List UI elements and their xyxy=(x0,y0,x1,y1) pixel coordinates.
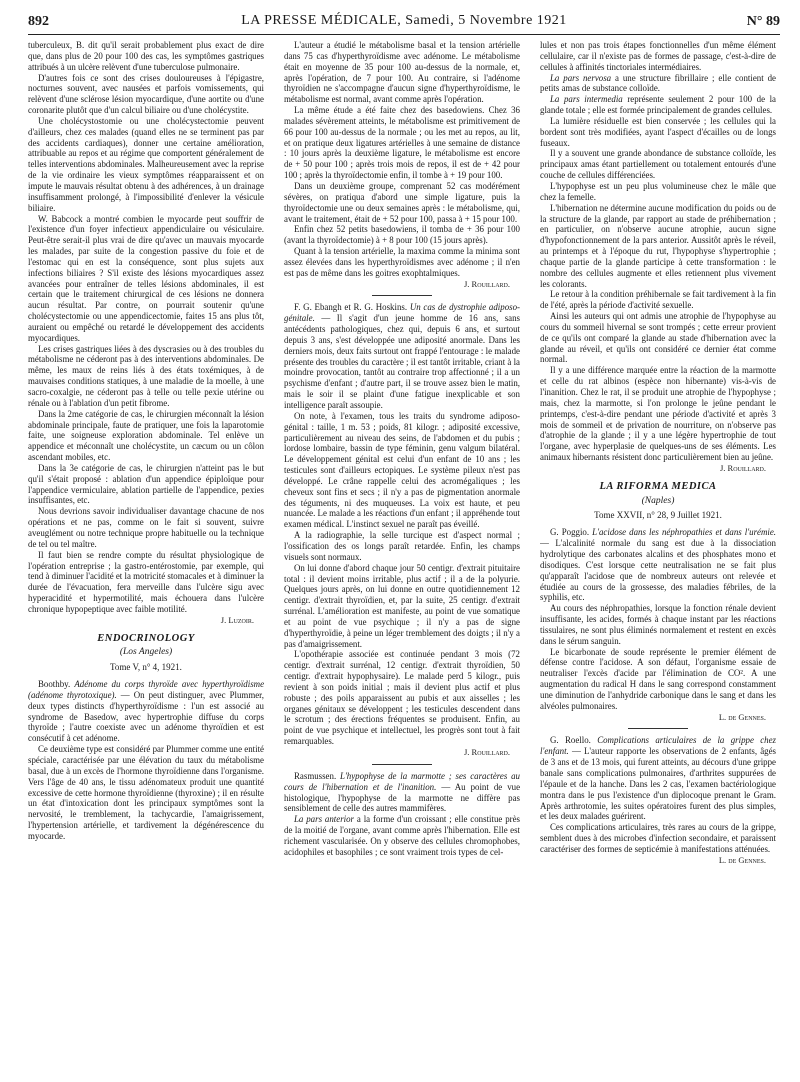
author-signature: J. Rouillard. xyxy=(463,278,510,289)
author-signature: J. Rouillard. xyxy=(719,462,766,473)
journal-volume: Tome V, n° 4, 1921. xyxy=(110,662,182,673)
divider xyxy=(372,295,432,296)
abstract-title: Un cas de dystrophie adiposo-génitale. xyxy=(284,302,520,324)
paragraph: Le bicarbonate de soude représente le premier élément de défense contre l'acidose. A son défaut, l'organisme essaie de neutraliser l'excès d'acide par l'élimination de CO². A une augmentation du radical H dans le sang correspond constamment une diminution de l'anhydride carbonique dans le sang et dans les alvéoles pulmonaires. xyxy=(540,646,776,711)
abstract-paragraph xyxy=(284,302,520,410)
abstract-paragraph xyxy=(284,771,520,814)
divider xyxy=(628,728,688,729)
paragraph: Dans la 2me catégorie de cas, le chirurgien méconnaît la lésion abdominale principale, faute de pratiquer, une fois la laparotomie faite, une soigneuse exploration abdominale. Tel enlève un appendice et méconnaît une cholécystite, un cæcum ou un côlon ascendant mobiles, etc. xyxy=(28,408,264,463)
paragraph: Il y a une différence marquée entre la réaction de la marmotte et celle du rat albinos (espèce non hibernante) vis-à-vis de l'inanition. Chez le rat, il se produit une atrophie de l'hypophyse ; mais, chez la marmotte, si l'on prolonge le jeûne pendant le printemps, c'est-à-dire pendant une période d'activité et après 3 mois de sommeil et de privation de nourriture, on n'observe pas d'atrophie de la glande ; il y a une légère hypertrophie de tout l'organe, avec hyperplasie de quelques-uns de ses éléments. Les animaux hibernants résistent donc particulièrement bien au jeûne. xyxy=(540,365,776,463)
paragraph xyxy=(540,73,776,95)
paragraph: D'autres fois ce sont des crises douloureuses à l'épigastre, nocturnes souvent, avec nausées et parfois vomissements, qui relèvent d'une sclérose lésion myocardique, d'une aortite ou d'une coronarite plutôt que d'un calcul biliaire ou d'une cholécystite. xyxy=(28,72,264,116)
author-signature: J. Rouillard. xyxy=(463,747,510,757)
paragraph xyxy=(284,814,520,857)
paragraph: Il y a souvent une grande abondance de substance colloïde, les principaux amas étant partiellement ou totalement entourés d'une couche de cellules différenciées. xyxy=(540,148,776,181)
paragraph: L'hypophyse est un peu plus volumineuse chez le mâle que chez la femelle. xyxy=(540,180,776,202)
abstract-title: Adénome du corps thyroïde avec hyperthyroïdisme (adénome thyrotoxique). xyxy=(28,679,264,700)
journal-volume: Tome XXVII, n° 28, 9 Juillet 1921. xyxy=(594,510,722,521)
paragraph xyxy=(540,94,776,116)
journal-title: LA PRESSE MÉDICALE, Samedi, 5 Novembre 1921 xyxy=(241,13,567,28)
paragraph-text: représente seulement 2 pour 100 de la glande totale ; elle est formée principalement de grandes cellules. xyxy=(540,94,776,116)
abstract-text: — L'alcalinité normale du sang est due à la dissociation hydrolytique des carbonates alcalins et des phosphates mono et disodiques. C'est lorsque cette neutralisation ne se fait plus qu'apparaît l'acidose que de nombreux auteurs ont relevée et étudiée au cours de la grossesse, des maladies fébriles, de la syphilis, etc. xyxy=(540,538,776,603)
abstract-author: Rasmussen. xyxy=(294,770,337,781)
abstract-paragraph xyxy=(540,527,776,603)
latin-term: La pars anterior xyxy=(294,814,354,825)
paragraph: Quant à la tension artérielle, la maxima comme la minima sont assez élevées dans les hyperthyroïdismes avec adénome ; il n'en est pas de même dans les goitres exophtalmiques. xyxy=(284,246,520,278)
divider xyxy=(372,764,432,765)
page-number: 892 xyxy=(28,14,49,29)
journal-section-title: ENDOCRINOLOGY xyxy=(97,632,195,644)
abstract-paragraph xyxy=(540,735,776,822)
abstract-author: G. Roello. xyxy=(550,735,591,746)
abstract-title: L'acidose dans les néphropathies et dans l'urémie. xyxy=(592,527,776,538)
paragraph: Ce deuxième type est considéré par Plummer comme une entité spéciale, caractérisée par une élévation du taux du métabolisme basal, due à un excès de l'hormone thyroïdienne dans l'organisme. Vers l'âge de 40 ans, le tissu adénomateux produit une quantité excessive de cette hormone thyroïdienne (thyroxine) ; il en résulte un état d'intoxication dont les principaux symptômes sont la nervosité, le tremblement, la tachycardie, l'amaigrissement, l'hypertension artérielle, et tardivement la dégénérescence du myocarde. xyxy=(28,744,264,841)
paragraph: L'opothérapie associée est continuée pendant 3 mois (72 centigr. d'extrait surrénal, 12 centigr. d'extrait thyroïdien, 50 centigr. d'extrait hypophysaire). Le malade perd 5 kilogr., puis revient à son poids initial ; mais il devient plus actif et plus robuste ; des poils apparaissent au pubis et aux aisselles ; les organes génitaux se développent ; les testicules descendent dans le scrotum ; des érections fréquentes se produisent. Enfin, au point de vue psychique et intellectuel, les progrès sont tout à fait remarquables. xyxy=(284,649,520,747)
paragraph: Le retour à la condition préhibernale se fait tardivement à la fin de l'été, après la période d'activité sexuelle. xyxy=(540,289,776,311)
paragraph: La lumière résiduelle est bien conservée ; les cellules qui la bordent sont très modifiées, ayant l'aspect d'écailles ou de longs fuseaux. xyxy=(540,115,776,148)
paragraph: Nous devrions savoir individualiser davantage chacune de nos opérations et ne pas, comme on le fait si souvent, suivre aveuglément ou notre technique propre habituelle ou la technique de tel ou tel maître. xyxy=(28,506,264,549)
issue-number: N° 89 xyxy=(746,14,780,29)
column-middle xyxy=(284,40,520,1070)
paragraph: L'auteur a étudié le métabolisme basal et la tension artérielle dans 75 cas d'hyperthyroïdisme avec adénome. Le métabolisme était en moyenne de 35 pour 100 au-dessus de la normale, et, après l'opération, de 7 pour 100. Au contraire, si l'adénome thyroïdien ne s'accompagne d'aucun signe d'hyperthyroïdisme, le métabolisme est normal, avant comme après l'opération. xyxy=(284,40,520,105)
paragraph: Ainsi les auteurs qui ont admis une atrophie de l'hypophyse au cours du sommeil hivernal se sont trompés ; cette erreur provient de ce qu'ils ont comparé la glande au stade d'hibernation avec la glande au réveil, et qu'ils ont considéré ce dernier état comme normal. xyxy=(540,311,776,365)
paragraph: Une cholécystostomie ou une cholécystectomie peuvent d'ailleurs, chez ces malades (quand elles ne se terminent pas par des accidents cardiaques), donner une certaine amélioration, attribuable au repos et au régime que comportent généralement de telles interventions abdominales. Malheureusement avec la reprise de la vie ordinaire les vieux symptômes réapparaissent et on impute le mauvais résultat obtenu à des adhérences, à un drainage insuffisamment prolongé, à l'impossibilité d'enlever la vésicule biliaire. xyxy=(28,115,264,213)
abstract-author: F. G. Ebangh et R. G. Hoskins. xyxy=(294,302,408,313)
paragraph: A la radiographie, la selle turcique est d'aspect normal ; l'ossification des os longs paraît retardée. Enfin, les champs visuels sont normaux. xyxy=(284,530,520,562)
author-signature: L. de Gennes. xyxy=(718,711,766,722)
journal-section-title: LA RIFORMA MEDICA xyxy=(599,480,717,492)
paragraph: Dans un deuxième groupe, comprenant 52 cas modérément sévères, on pratiqua d'abord une simple ligature, puis la thyroïdectomie une ou deux semaines après : le métabolisme, qui, avant le traitement, était de + 52 pour 100, passa à + 15 pour 100. xyxy=(284,180,520,224)
paragraph: L'hibernation ne détermine aucune modification du poids ou de la structure de la glande, par rapport au stade de préhibernation ; en particulier, on n'observe aucune atrophie, aucun signe d'hypofonctionnement de la pars anterior. Aussitôt après le réveil, au printemps et à l'époque du rut, l'hypophyse s'hypertrophie ; chaque partie de la glande participe à cette transformation : le nombre des cellules augmente et elles retiennent plus vivement les colorants. xyxy=(540,202,776,289)
paragraph: Dans la 3e catégorie de cas, le chirurgien n'atteint pas le but qu'il s'était proposé : ablation d'un appendice épiploïque pour l'appendice vermiculaire, ablation partielle de l'appendice, pexies insuffisantes, etc. xyxy=(28,462,264,506)
abstract-author: Boothby. xyxy=(38,679,71,690)
abstract-paragraph xyxy=(28,679,264,744)
author-signature: J. Luzoir. xyxy=(220,614,254,625)
journal-city: (Los Angeles) xyxy=(119,647,173,658)
journal-city: (Naples) xyxy=(641,495,675,506)
abstract-author: G. Poggio. xyxy=(550,527,590,538)
latin-term: La pars intermedia xyxy=(550,94,623,105)
abstract-title: Complications articulaires de la grippe chez l'enfant. xyxy=(540,735,776,757)
abstract-text: — On peut distinguer, avec Plummer, deux types distincts d'hyperthyroïdisme : l'un est associé au syndrome de Basedow, avec hypertrophie diffuse du corps thyroïde ; l'autre coexiste avec un adénome thyroïdien et est consécutif à cet adénome. xyxy=(28,689,264,744)
paragraph: lules et non pas trois étapes fonctionnelles d'un même élément cellulaire, car il n'existe pas de formes de passage, c'est-à-dire de cellules à affinités tinctoriales intermédiaires. xyxy=(540,40,776,72)
paragraph: On note, à l'examen, tous les traits du syndrome adiposo-génital : taille, 1 m. 53 ; poids, 81 kilogr. ; adiposité excessive, particulièrement au niveau des seins, de l'abdomen et du pubis ; lordose lombaire, bassin de type féminin, genu valgum bilatéral. Le développement génital est celui d'un enfant de 10 ans ; les testicules sont d'ailleurs ectopiques. Le système pileux n'est pas développé. Le crâne rappelle celui des acromégaliques ; les cheveux sont fins et secs ; il n'y a pas de pigmentation anormale des téguments, ni des muqueuses. La voix est haute, et peu nuancée. Le malade a les réactions d'un enfant ; il appréhende tout examen médical. L'instinct sexuel ne paraît pas éveillé. xyxy=(284,410,520,530)
paragraph: La même étude a été faite chez des basedowiens. Chez 36 malades sévèrement atteints, le métabolisme est primitivement de 66 pour 100 au-dessus de la normale ; ou les met au repos, au lit, et on pratique deux ligatures artérielles à une semaine de distance : 10 jours après la deuxième ligature, le métabolisme est encore de + 50 pour 100 ; après trois mois de repos, il est de + 42 pour 100 ; après la thyroïdectomie enfin, il tombe à + 19 pour 100. xyxy=(284,105,520,181)
abstract-text: — Il s'agit d'un jeune homme de 16 ans, sans antécédents pathologiques, chez qui, depuis 6 ans, et surtout depuis 3 ans, s'est développée une adiposité anormale. Dans les derniers mois, deux faits surtout ont frappé l'entourage : le malade présente des troubles du caractère ; il est tantôt irritable, criant à la moindre provocation, tantôt au contraire trop affectionné ; il a un psychisme d'enfant ; d'autre part, il se trouve assez bien le matin, mais le soir il se plaint d'une fatigue inexplicable et son intelligence paraît assoupie. xyxy=(284,313,520,410)
paragraph: Les crises gastriques liées à des dyscrasies ou à des troubles du métabolisme ne céderont pas à des interventions abdominales. De même, les maux de reins liés à des états toxémiques, à de mauvaises conditions statiques, à une maladie de la moelle, à une sacro-coxalgie, ne céderont pas à telle ou telle pexie utérine ou rénale ou à l'ablation d'un petit fibrome. xyxy=(28,343,264,408)
paragraph: tuberculeux, B. dit qu'il serait probablement plus exact de dire que, dans plus de 20 pour 100 des cas, les symptômes gastriques attribués à un ulcère relèvent d'une tuberculose pulmonaire. xyxy=(28,40,264,72)
paragraph: On lui donne d'abord chaque jour 50 centigr. d'extrait pituitaire total : il devient moins irritable, plus actif ; il a de la polyurie. Quelques jours après, on lui donne en outre quotidiennement 12 centigr. d'extrait thyroïdien, et, par la suite, 25 centigr. d'extrait surrénal. L'amélioration est manifeste, au point de vue somatique et au point de vue psychique ; il n'y a pas de signe d'hyperthyroïdie, à peine un léger tremblement des doigts ; il n'y a pas d'amaigrissement. xyxy=(284,562,520,649)
paragraph: Enfin chez 52 petits basedowiens, il tomba de + 36 pour 100 (avant la thyroïdectomie) à + 8 pour 100 (15 jours après). xyxy=(284,224,520,246)
paragraph: Il faut bien se rendre compte du résultat physiologique de l'opération entreprise ; la gastro-entérostomie, par exemple, qui tend à diminuer l'acidité et la motricité stomacales et à diminuer la durée de l'évacuation, fera merveille dans l'ulcère sigu avec hyperacidité et hypermotilité, mais échouera dans l'ulcère chronique hypopeptique avec faible motilité. xyxy=(28,549,264,614)
abstract-title: L'hypophyse de la marmotte ; ses caractères au cours de l'hibernation et de l'inanition. xyxy=(284,770,520,792)
abstract-text: — Au point de vue histologique, l'hypophyse de la marmotte ne diffère pas sensiblement de celle des autres mammifères. xyxy=(284,781,520,814)
paragraph-text: a une structure fibrillaire ; elle contient de petits amas de substance colloïde. xyxy=(540,72,776,94)
page-header xyxy=(28,8,780,35)
author-signature: L. de Gennes. xyxy=(718,854,766,865)
paragraph: W. Babcock a montré combien le myocarde peut souffrir de l'existence d'un foyer infectieux appendiculaire ou vésiculaire. Peut-être serait-il plus vrai de dire qu'avec un mauvais myocarde les malades, par suite de la congestion passive du foie et de l'estomac qui en est la conséquence, sont plus sujets aux infections biliaires ? S'il existe des lésions myocardiques assez avancées pour entraîner de telles lésions abdominales, il est certain que le traitement chirurgical de ces lésions ne donnera aucun résultat. Par contre, on pourrait soutenir qu'une cholécystectomie ou une appendicectomie, faites 15 ans plus tôt, auraient ou empêché ou retardé le développement des accidents myocardiques. xyxy=(28,213,264,343)
abstract-text: — L'auteur rapporte les observations de 2 enfants, âgés de 3 ans et de 13 mois, qui furent atteints, au décours d'une grippe banale sans complications pulmonaires, d'arthrites suppurées de l'épaule et de la hanche. Dans les 2 cas, l'examen bactériologique montra dans le pus l'existence d'un diplocoque prenant le Gram. Après arthrotomie, les suites opératoires furent des plus simples, et les deux malades guérirent. xyxy=(540,746,776,822)
paragraph: Ces complications articulaires, très rares au cours de la grippe, semblent dues à des microbes d'infection secondaire, et paraissent caractériser des formes de septicémie à manifestations atténuées. xyxy=(540,822,776,854)
paragraph: Au cours des néphropathies, lorsque la fonction rénale devient insuffisante, les acides, formés à chaque instant par les réactions tissulaires, ne sont plus éliminés normalement et restent en excès dans le sérum sanguin. xyxy=(540,603,776,646)
column-left xyxy=(28,40,264,1070)
paragraph-text: a la forme d'un croissant ; elle constitue près de la moitié de l'organe, avant comme après l'hibernation. Elle est richement vascularisée. On y observe des cellules chromophobes, acidophiles et basophiles ; ce sont vraiment trois types de cel- xyxy=(284,814,520,857)
column-right xyxy=(540,40,776,1070)
latin-term: La pars nervosa xyxy=(550,72,612,83)
